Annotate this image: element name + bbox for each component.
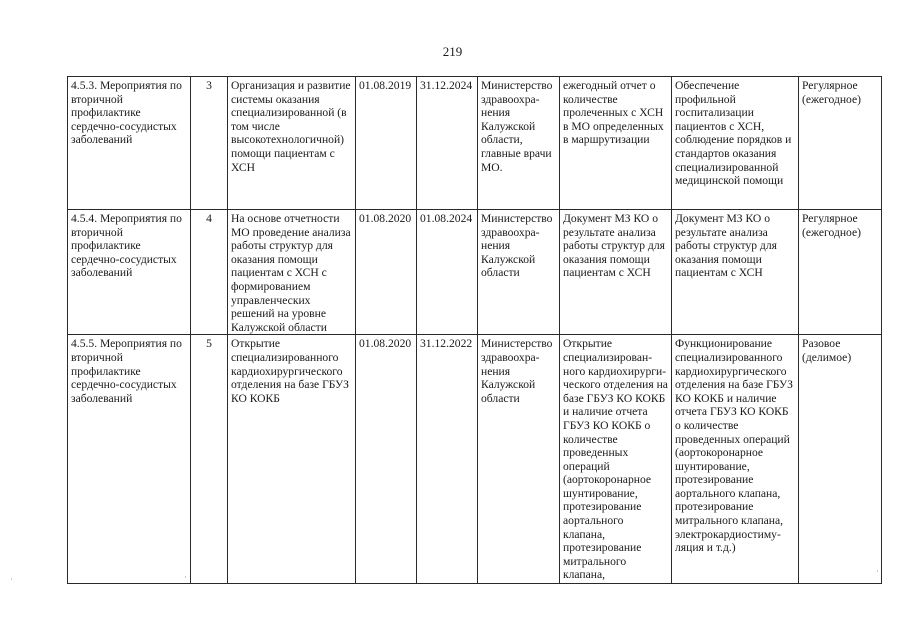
start-date-cell: 01.08.2019 xyxy=(356,77,417,210)
scan-artifact: · xyxy=(184,572,187,582)
action-plan-table xyxy=(67,76,882,584)
table-row xyxy=(68,77,882,210)
description-cell: На основе отчетности МО проведение анализа работы структур для оказания помощи пациентам с ХСН с формированием управленческих решений на уровне Калужской области xyxy=(228,210,356,335)
table-row xyxy=(68,210,882,335)
number-cell: 3 xyxy=(191,77,228,210)
scan-artifact: · xyxy=(876,566,879,576)
responsible-cell: Министерство здравоохра-нения Калужской области xyxy=(478,210,560,335)
type-cell: Регулярное (ежегодное) xyxy=(799,77,882,210)
type-cell: Разовое (делимое) xyxy=(799,335,882,584)
start-date-cell: 01.08.2020 xyxy=(356,210,417,335)
indicator-cell: Функционирование специализированного кардиохирургического отделения на базе ГБУЗ КО КОКБ и наличие отчета ГБУЗ КО КОКБ о количестве проведенных операций (аортокоронарное шунтирование, протезирование аортального клапана, протезирование митрального клапана, электрокардиостиму-ляция и т.д.) xyxy=(672,335,799,584)
responsible-cell: Министерство здравоохра-нения Калужской области xyxy=(478,335,560,584)
indicator-cell: Документ МЗ КО о результате анализа работы структур для оказания помощи пациентам с ХСН xyxy=(672,210,799,335)
event-cell: 4.5.5. Мероприятия по вторичной профилактике сердечно-сосудистых заболеваний xyxy=(68,335,191,584)
number-cell: 5 xyxy=(191,335,228,584)
page-number: 219 xyxy=(442,44,463,59)
event-cell: 4.5.3. Мероприятия по вторичной профилактике сердечно-сосудистых заболеваний xyxy=(68,77,191,210)
number-cell: 4 xyxy=(191,210,228,335)
result-cell: Открытие специализирован-ного кардиохирурги-ческого отделения на базе ГБУЗ КО КОКБ и наличие отчета ГБУЗ КО КОКБ о количестве проведенных операций (аортокоронарное шунтирование, протезирование аортального клапана, протезирование митрального клапана, xyxy=(560,335,672,584)
description-cell: Открытие специализированного кардиохирургического отделения на базе ГБУЗ КО КОКБ xyxy=(228,335,356,584)
responsible-cell: Министерство здравоохра-нения Калужской области, главные врачи МО. xyxy=(478,77,560,210)
end-date-cell: 01.08.2024 xyxy=(417,210,478,335)
indicator-cell: Обеспечение профильной госпитализации пациентов с ХСН, соблюдение порядков и стандартов оказания специализированной медицинской помощи xyxy=(672,77,799,210)
description-cell: Организация и развитие системы оказания специализированной (в том числе высокотехнологичной) помощи пациентам с ХСН xyxy=(228,77,356,210)
type-cell: Регулярное (ежегодное) xyxy=(799,210,882,335)
result-cell: ежегодный отчет о количестве пролеченных с ХСН в МО определенных в маршрутизации xyxy=(560,77,672,210)
result-cell: Документ МЗ КО о результате анализа работы структур для оказания помощи пациентам с ХСН xyxy=(560,210,672,335)
event-cell: 4.5.4. Мероприятия по вторичной профилактике сердечно-сосудистых заболеваний xyxy=(68,210,191,335)
start-date-cell: 01.08.2020 xyxy=(356,335,417,584)
scan-artifact: · xyxy=(10,574,13,584)
table-row xyxy=(68,335,882,584)
end-date-cell: 31.12.2022 xyxy=(417,335,478,584)
end-date-cell: 31.12.2024 xyxy=(417,77,478,210)
